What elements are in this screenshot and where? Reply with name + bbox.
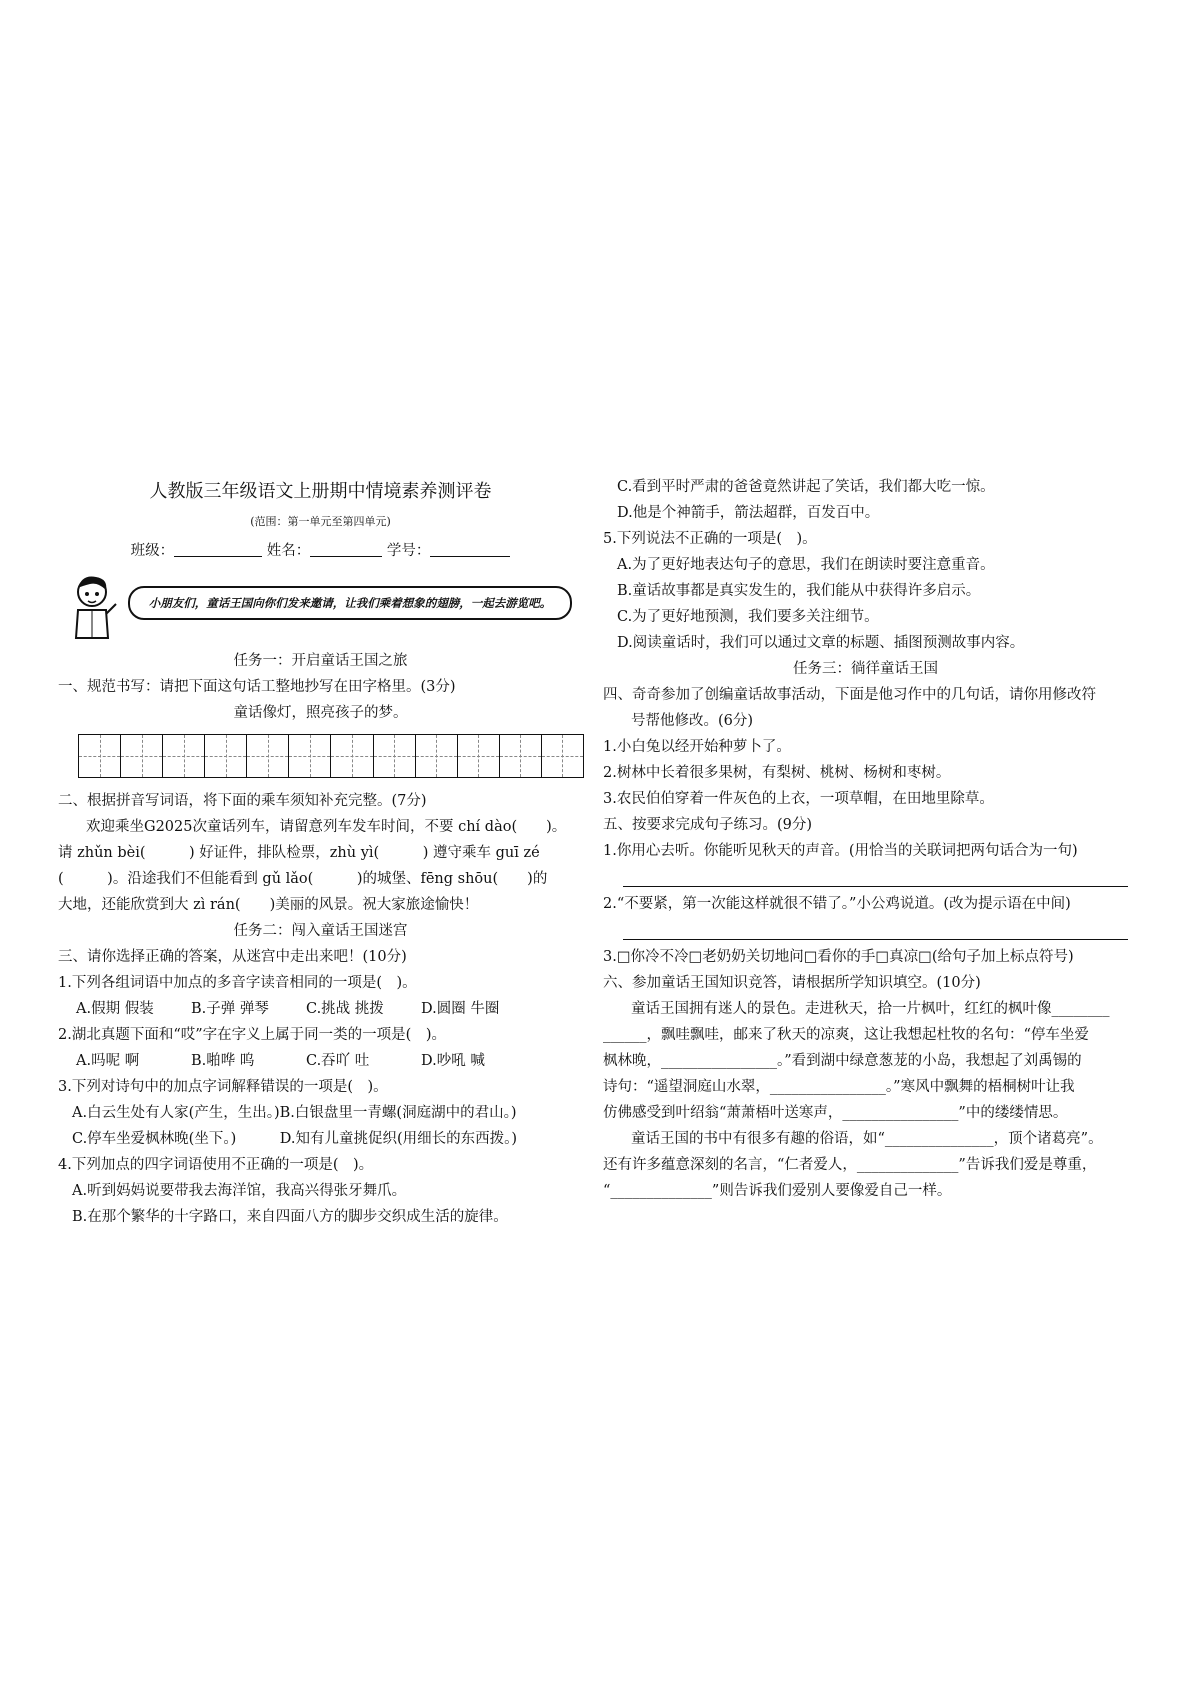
q3-3-line-1[interactable]: A.白云生处有人家(产生，生出。)B.白银盘里一青螺(洞庭湖中的君山。): [72, 1105, 517, 1121]
q6-line-4: 诗句：“遥望洞庭山水翠，________________。”寒风中飘舞的梧桐树叶让我: [603, 1079, 1075, 1095]
option-d[interactable]: D.吵吼 喊: [421, 1053, 485, 1069]
q3-3-stem: 3.下列对诗句中的加点字词解释错误的一项是( )。: [58, 1079, 388, 1095]
right-column: [603, 474, 1128, 1204]
q3-5-option-b[interactable]: B.童话故事都是真实发生的，我们能从中获得许多启示。: [617, 583, 981, 599]
class-label: 班级：: [130, 543, 175, 559]
tianzige-grid[interactable]: [78, 734, 583, 778]
option-b[interactable]: B.啪哗 呜: [191, 1053, 255, 1069]
tianzige-cell[interactable]: [288, 734, 331, 778]
q3-5-stem: 5.下列说法不正确的一项是( )。: [603, 531, 817, 547]
class-field[interactable]: [174, 540, 262, 557]
id-label: 学号：: [386, 543, 431, 559]
q6-text: 六、参加童话王国知识竞答，请根据所学知识填空。(10分): [603, 975, 981, 991]
id-field[interactable]: [430, 540, 510, 557]
q3-4-line-1[interactable]: A.听到妈妈说要带我去海洋馆，我高兴得张牙舞爪。: [72, 1183, 407, 1199]
option-d[interactable]: D.圆圈 牛圈: [421, 1001, 500, 1017]
q3-3-line-2[interactable]: C.停车坐爱枫林晚(坐下。) D.知有儿童挑促织(用细长的东西拨。): [72, 1131, 518, 1147]
q3-4-option-c[interactable]: C.看到平时严肃的爸爸竟然讲起了笑话，我们都大吃一惊。: [617, 479, 995, 495]
q4-line-1: 1.小白兔以经开始种萝卜了。: [603, 739, 791, 755]
name-field[interactable]: [310, 540, 382, 557]
q1-sentence: 童话像灯，照亮孩子的梦。: [233, 705, 408, 721]
q3-4-line-2[interactable]: B.在那个繁华的十字路口，来自四面八方的脚步交织成生活的旋律。: [72, 1209, 508, 1225]
q3-1-options: [58, 996, 583, 1022]
q3-text: 三、请你选择正确的答案，从迷宫中走出来吧！(10分): [58, 949, 407, 965]
q6-line-1: 童话王国拥有迷人的景色。走进秋天，拾一片枫叶，红红的枫叶像________: [631, 1001, 1110, 1017]
task3-heading: 任务三：徜徉童话王国: [793, 661, 938, 677]
tianzige-cell[interactable]: [162, 734, 205, 778]
tianzige-cell[interactable]: [499, 734, 542, 778]
q3-5-option-d[interactable]: D.阅读童话时，我们可以通过文章的标题、插图预测故事内容。: [617, 635, 1025, 651]
task2-heading: 任务二：闯入童话王国迷宫: [233, 923, 408, 939]
q4-text-1: 四、奇奇参加了创编童话故事活动，下面是他习作中的几句话，请你用修改符: [603, 687, 1096, 703]
q2-line-2: 请 zhǔn bèi( ) 好证件，排队检票，zhù yì( ) 遵守乘车 guī zé: [58, 845, 540, 861]
q5-text: 五、按要求完成句子练习。(9分): [603, 817, 813, 833]
page-title: 人教版三年级语文上册期中情境素养测评卷: [149, 481, 492, 502]
q5-answer-line-2[interactable]: [623, 917, 1128, 940]
invitation-bubble: 小朋友们，童话王国向你们发来邀请，让我们乘着想象的翅膀，一起去游览吧。: [128, 586, 572, 620]
tianzige-cell[interactable]: [373, 734, 416, 778]
tianzige-cell[interactable]: [415, 734, 458, 778]
task1-heading: 任务一：开启童话王国之旅: [233, 653, 408, 669]
q2-line-4: 大地，还能欣赏到大 zì rán( )美丽的风景。祝大家旅途愉快！: [58, 897, 479, 913]
q3-1-stem: 1.下列各组词语中加点的多音字读音相同的一项是( )。: [58, 975, 417, 991]
option-a[interactable]: A.假期 假装: [76, 1001, 154, 1017]
tianzige-cell[interactable]: [78, 734, 121, 778]
q5-answer-line-1[interactable]: [623, 864, 1128, 887]
q3-5-option-a[interactable]: A.为了更好地表达句子的意思，我们在朗读时要注意重音。: [617, 557, 995, 573]
q2-line-1: 欢迎乘坐G2025次童话列车，请留意列车发车时间，不要 chí dào( )。: [86, 819, 567, 835]
option-b[interactable]: B.子弹 弹琴: [191, 1001, 269, 1017]
q5-line-2: 2.“不要紧，第一次能这样就很不错了。”小公鸡说道。(改为提示语在中间): [603, 896, 1071, 912]
q3-2-stem: 2.湖北真题下面和“哎”字在字义上属于同一类的一项是( )。: [58, 1027, 446, 1043]
tianzige-cell[interactable]: [246, 734, 289, 778]
name-label: 姓名：: [266, 543, 311, 559]
q5-line-3: 3.□你冷不冷□老奶奶关切地问□看你的手□真凉□(给句子加上标点符号): [603, 949, 1074, 965]
option-a[interactable]: A.吗呢 啊: [76, 1053, 140, 1069]
q4-text-2: 号帮他修改。(6分): [631, 713, 754, 729]
q1-text: 一、规范书写：请把下面这句话工整地抄写在田字格里。(3分): [58, 679, 456, 695]
option-c[interactable]: C.吞吖 吐: [306, 1053, 370, 1069]
q2-text: 二、根据拼音写词语，将下面的乘车须知补充完整。(7分): [58, 793, 427, 809]
exam-range: (范围：第一单元至第四单元): [250, 515, 391, 528]
q3-4-stem: 4.下列加点的四字词语使用不正确的一项是( )。: [58, 1157, 374, 1173]
q6-line-8: “______________”则告诉我们爱别人要像爱自己一样。: [603, 1183, 952, 1199]
q3-5-option-c[interactable]: C.为了更好地预测，我们要多关注细节。: [617, 609, 879, 625]
tianzige-cell[interactable]: [204, 734, 247, 778]
q6-line-2: ______，飘哇飘哇，邮来了秋天的凉爽，这让我想起杜牧的名句：“停车坐爱: [603, 1027, 1089, 1043]
tianzige-cell[interactable]: [457, 734, 500, 778]
q3-4-option-d[interactable]: D.他是个神箭手，箭法超群，百发百中。: [617, 505, 880, 521]
q6-line-5: 仿佛感受到叶绍翁“萧萧梧叶送寒声，________________”中的缕缕情思。: [603, 1105, 1068, 1121]
q6-line-7: 还有许多蕴意深刻的名言，“仁者爱人，______________”告诉我们爱是尊重，: [603, 1157, 1097, 1173]
q3-2-options: [58, 1048, 583, 1074]
tianzige-cell[interactable]: [120, 734, 163, 778]
q4-line-3: 3.农民伯伯穿着一件灰色的上衣，一项草帽，在田地里除草。: [603, 791, 994, 807]
tianzige-cell[interactable]: [330, 734, 373, 778]
q4-line-2: 2.树林中长着很多果树，有梨树、桃树、杨树和枣树。: [603, 765, 951, 781]
banner: [58, 572, 583, 642]
q6-line-3: 枫林晚，________________。”看到湖中绿意葱茏的小岛，我想起了刘禹锡的: [603, 1053, 1082, 1069]
q6-line-6: 童话王国的书中有很多有趣的俗语，如“_______________，顶个诸葛亮”。: [631, 1131, 1103, 1147]
q2-line-3: ( )。沿途我们不但能看到 gǔ lǎo( )的城堡、fēng shōu( )的: [58, 871, 548, 887]
tianzige-cell[interactable]: [541, 734, 584, 778]
q5-line-1: 1.你用心去听。你能听见秋天的声音。(用恰当的关联词把两句话合为一句): [603, 843, 1078, 859]
boy-illustration-icon: [68, 574, 120, 640]
option-c[interactable]: C.挑战 挑拨: [306, 1001, 384, 1017]
student-info: [58, 534, 583, 568]
left-column: [58, 474, 583, 1230]
